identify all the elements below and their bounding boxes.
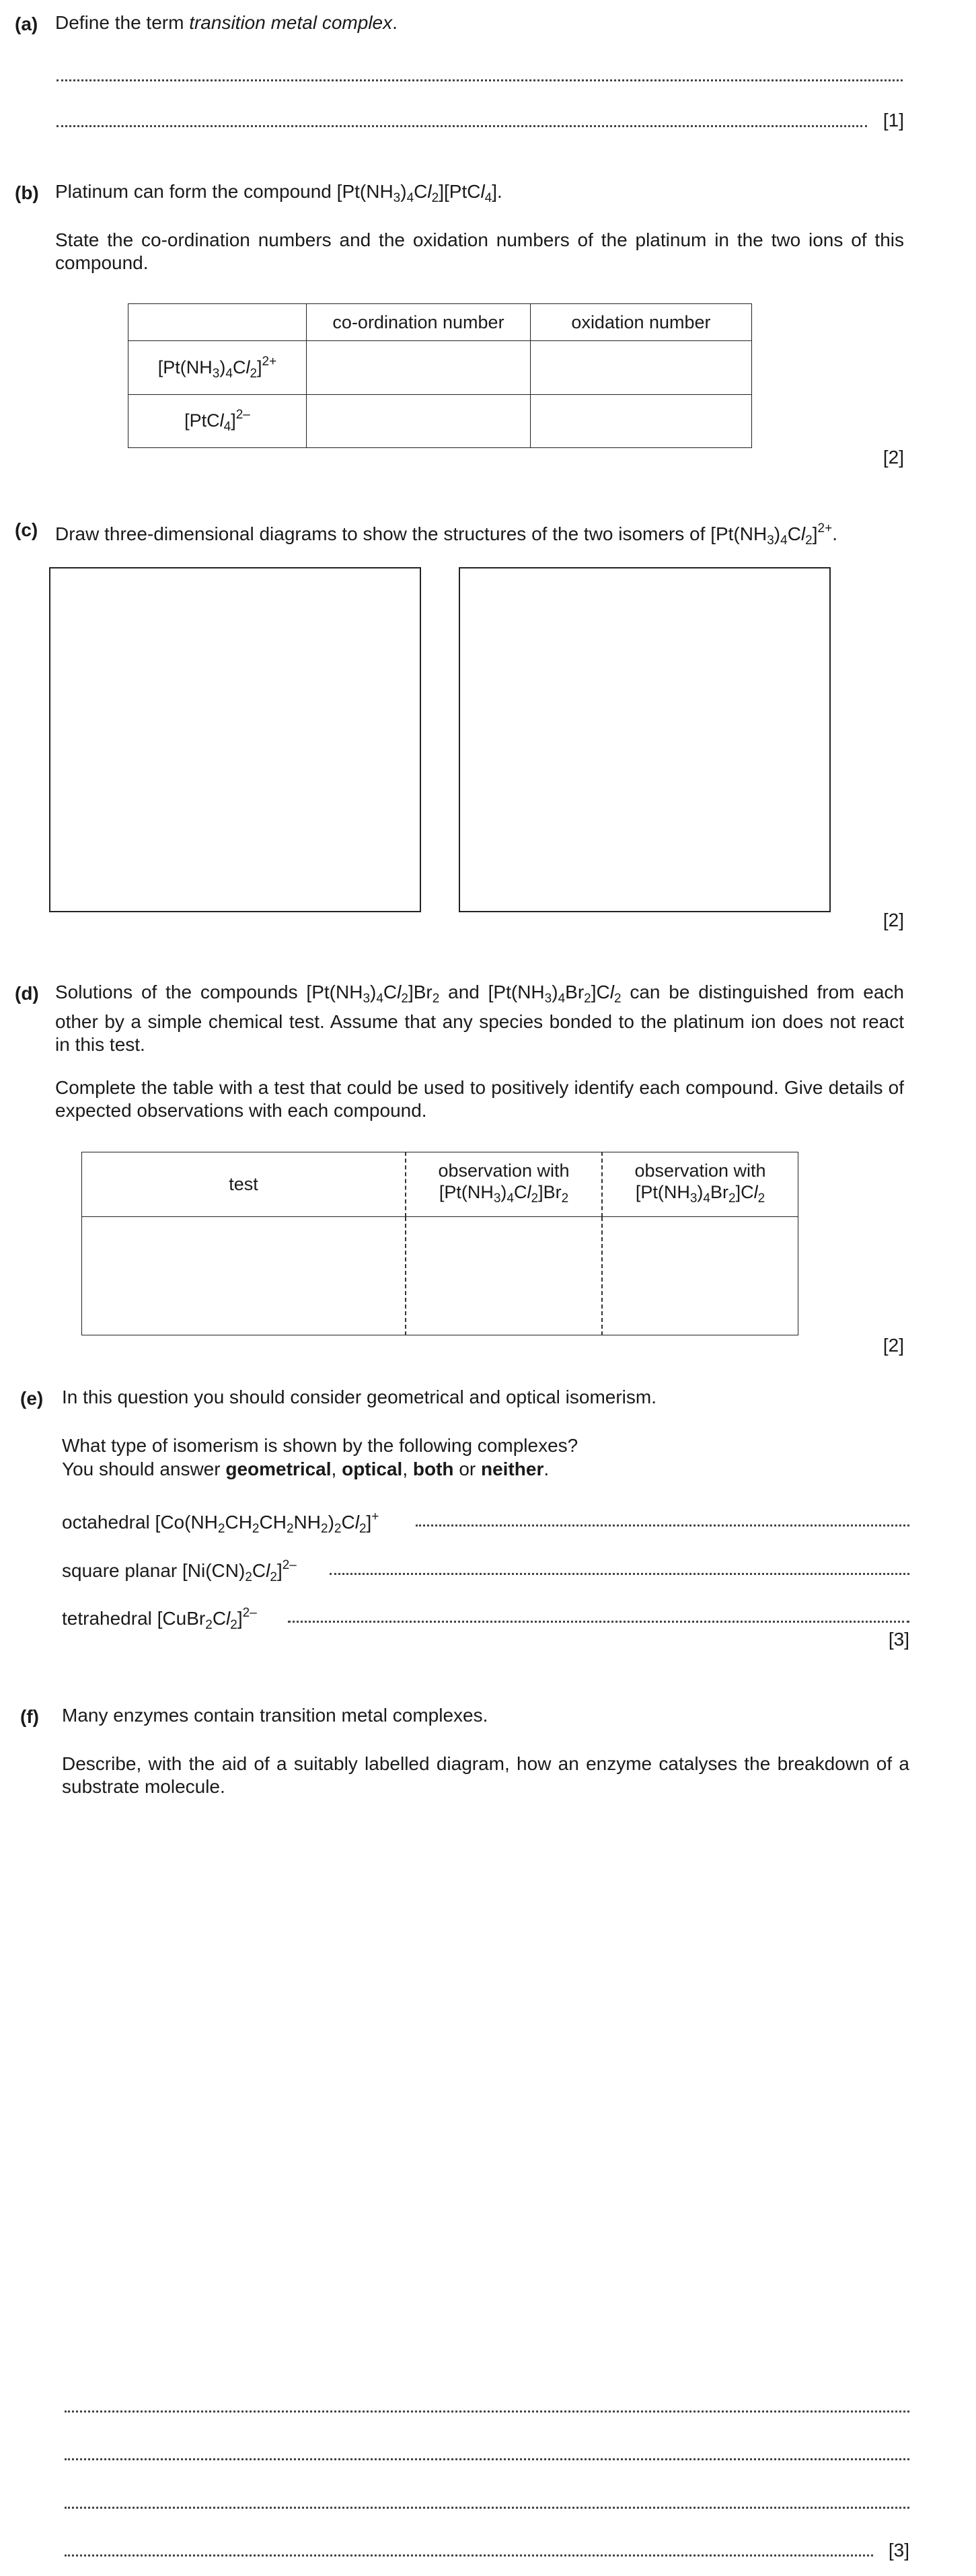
- mark-d: [2]: [883, 1335, 904, 1356]
- question-e-q1: What type of isomerism is shown by the following complexes?: [62, 1435, 578, 1456]
- answer-line-e-3[interactable]: [288, 1621, 909, 1623]
- drawing-box-isomer-2[interactable]: [459, 567, 831, 912]
- table-b-row-2-oxidation-cell[interactable]: [531, 395, 752, 448]
- question-e-intro: In this question you should consider geometrical and optical isomerism.: [62, 1387, 657, 1407]
- question-d-text-2: Complete the table with a test that could be used to positively identify each compound. Give details of expected observations with each compound.: [55, 1077, 904, 1121]
- question-a-text: Define the term transition metal complex.: [55, 12, 398, 33]
- question-d-text-1: Solutions of the compounds $[Pt(NH_3)_4Cl_2]Br_2$ and $[Pt(NH_3)_4Br_2]Cl_2$ can be distinguished from each other by a simple chemical test. Assume that any species bonded to the platinum ion does not react in this test.: [55, 982, 904, 1055]
- question-d-label: (d): [15, 983, 39, 1004]
- question-b-intro: Platinum can form the compound $[Pt(NH_3)_4Cl_2][PtCl_4]$.: [55, 181, 502, 205]
- table-d-header-test: test: [82, 1152, 406, 1217]
- table-d-observation-1-cell[interactable]: [406, 1217, 602, 1335]
- diagram-answer-space[interactable]: [62, 1816, 909, 2382]
- question-b-instruction: State the co-ordination numbers and the oxidation numbers of the platinum in the two ions of this compound.: [55, 229, 904, 273]
- table-d-test-cell[interactable]: [82, 1217, 406, 1335]
- complex-3-label: tetrahedral $[CuBr_2Cl_2]^{2-}$: [62, 1606, 257, 1632]
- table-d-header-observation-2: observation with $[Pt(NH_3)_4Br_2]Cl_2$: [602, 1152, 798, 1217]
- question-b-label: (b): [15, 182, 39, 203]
- table-b-row-2-label: [PtCl$_4$]$^{2-}$: [128, 395, 307, 448]
- question-c-label: (c): [15, 519, 38, 540]
- table-d-header-observation-1: observation with $[Pt(NH_3)_4Cl_2]Br_2$: [406, 1152, 602, 1217]
- answer-line-a-1[interactable]: [57, 79, 903, 81]
- complex-2-label: square planar $[Ni(CN)_2Cl_2]^{2-}$: [62, 1558, 297, 1584]
- answer-line-e-2[interactable]: [330, 1573, 909, 1575]
- table-b-row-1-oxidation-cell[interactable]: [531, 341, 752, 395]
- table-b-row-2-coordination-cell[interactable]: [307, 395, 531, 448]
- answer-line-f-4[interactable]: [65, 2554, 873, 2556]
- mark-c: [2]: [883, 910, 904, 930]
- mark-e: [3]: [888, 1629, 909, 1650]
- table-b-row-1-coordination-cell[interactable]: [307, 341, 531, 395]
- table-d-observation-2-cell[interactable]: [602, 1217, 798, 1335]
- table-b-header-coordination: co-ordination number: [307, 304, 531, 341]
- table-d: [81, 1152, 798, 1335]
- drawing-box-isomer-1[interactable]: [49, 567, 421, 912]
- table-b: [128, 303, 752, 448]
- table-b-corner: [128, 304, 307, 341]
- answer-line-f-3[interactable]: [65, 2507, 909, 2509]
- question-f-label: (f): [20, 1706, 39, 1727]
- answer-line-f-2[interactable]: [65, 2458, 909, 2460]
- question-f-text: Describe, with the aid of a suitably labelled diagram, how an enzyme catalyses the breakdown of a substrate molecule.: [62, 1753, 909, 1797]
- mark-f: [3]: [888, 2540, 909, 2561]
- table-b-header-oxidation: oxidation number: [531, 304, 752, 341]
- question-c-text: Draw three-dimensional diagrams to show the structures of the two isomers of $[Pt(NH_3)_4Cl_2]^{2+}$.: [55, 521, 837, 548]
- question-e-q2: You should answer geometrical, optical, both or neither.: [62, 1459, 550, 1479]
- question-a-label: (a): [15, 13, 38, 34]
- mark-a: [1]: [883, 110, 904, 131]
- answer-line-f-1[interactable]: [65, 2411, 909, 2413]
- answer-line-e-1[interactable]: [416, 1524, 909, 1526]
- question-e-label: (e): [20, 1388, 44, 1409]
- complex-1-label: octahedral $[Co(NH_2CH_2CH_2NH_2)_2Cl_2]^+$: [62, 1510, 379, 1536]
- mark-b: [2]: [883, 447, 904, 468]
- answer-line-a-2[interactable]: [57, 125, 867, 127]
- question-f-intro: Many enzymes contain transition metal complexes.: [62, 1705, 488, 1726]
- table-b-row-1-label: $[Pt(NH_3)_4Cl_2]^{2+}$: [128, 341, 307, 395]
